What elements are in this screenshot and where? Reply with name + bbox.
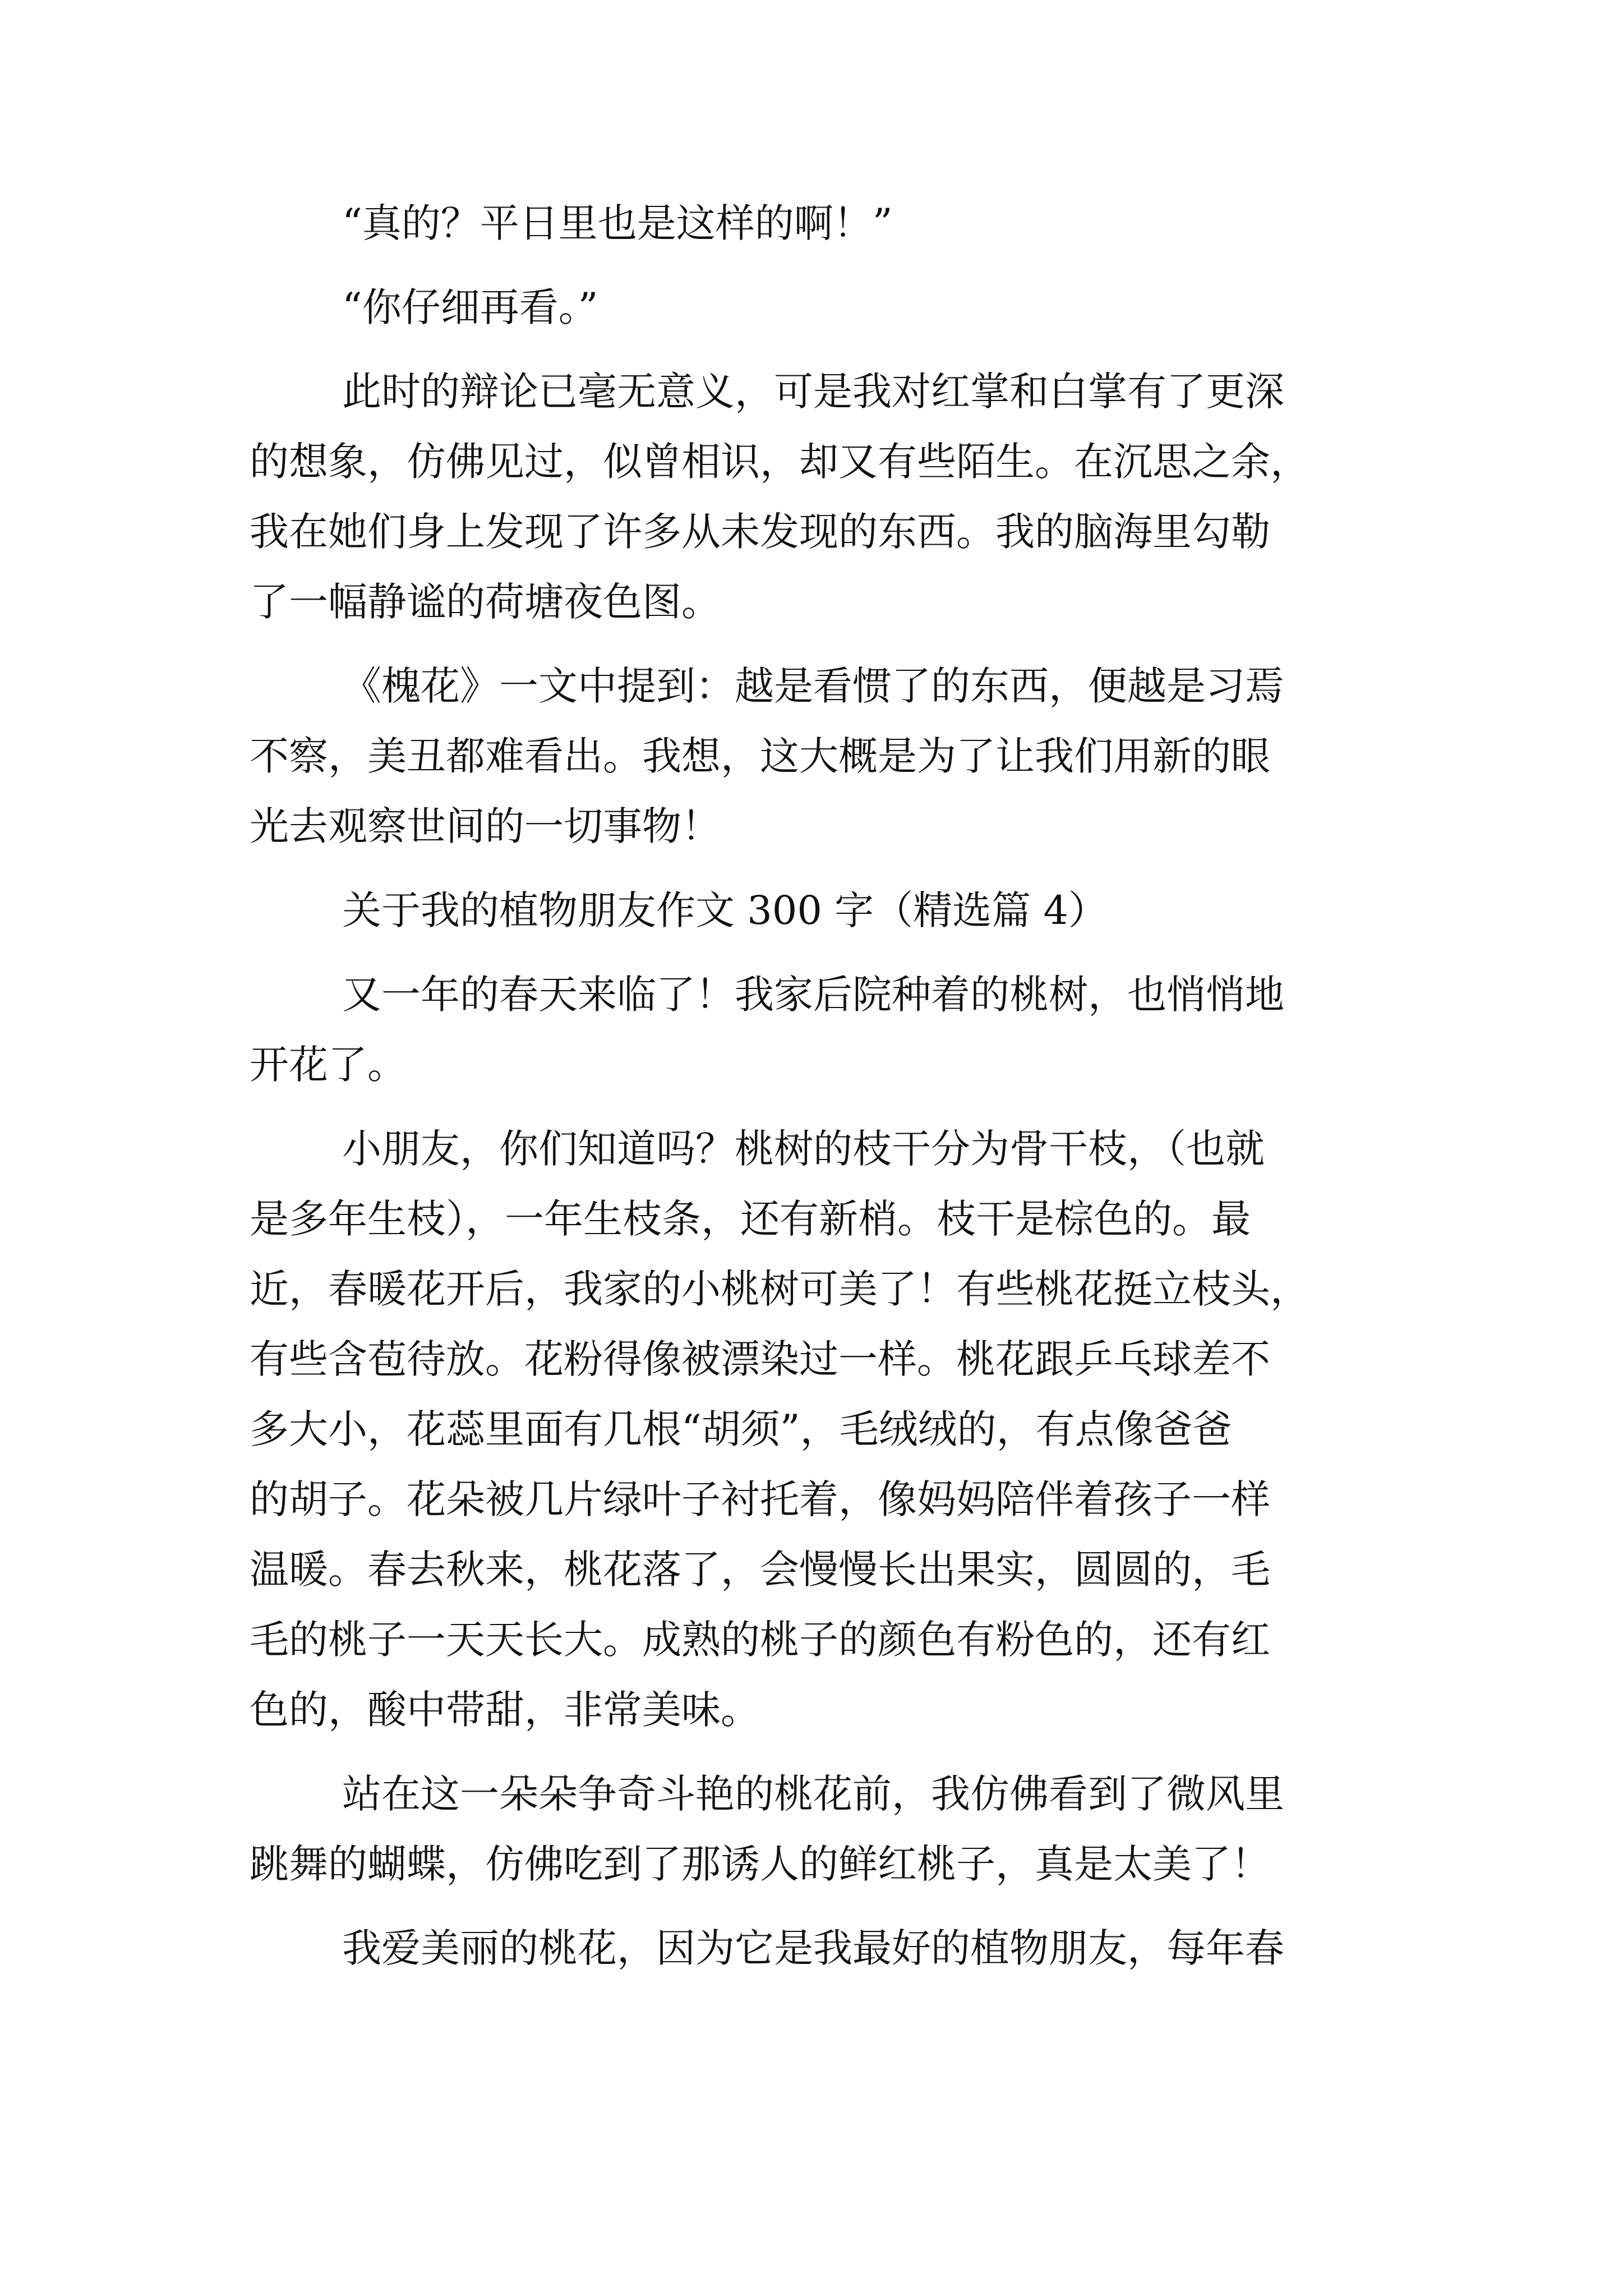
dialogue-line-2: “你仔细再看。”	[342, 284, 598, 330]
paragraph-line: 毛的桃子一天天长大。成熟的桃子的颜色有粉色的，还有红	[250, 1617, 1270, 1663]
paragraph-line: 我爱美丽的桃花，因为它是我最好的植物朋友，每年春	[342, 1925, 1284, 1971]
paragraph-line: 的胡子。花朵被几片绿叶子衬托着，像妈妈陪伴着孩子一样	[250, 1476, 1270, 1522]
paragraph-line: 开花了。	[250, 1042, 407, 1088]
paragraph-line: 的想象，仿佛见过，似曾相识，却又有些陌生。在沉思之余，	[250, 439, 1310, 485]
paragraph-line: 近，春暖花开后，我家的小桃树可美了！有些桃花挺立枝头，	[250, 1266, 1310, 1312]
paragraph-line: 此时的辩论已毫无意义，可是我对红掌和白掌有了更深	[342, 369, 1284, 415]
paragraph-line: 站在这一朵朵争奇斗艳的桃花前，我仿佛看到了微风里	[342, 1771, 1284, 1817]
paragraph-line: 《槐花》一文中提到：越是看惯了的东西，便越是习焉	[342, 663, 1284, 709]
paragraph-line: 多大小，花蕊里面有几根“胡须”，毛绒绒的，有点像爸爸	[250, 1406, 1232, 1452]
paragraph-line: 又一年的春天来临了！我家后院种着的桃树，也悄悄地	[342, 972, 1284, 1018]
paragraph-line: 了一幅静谧的荷塘夜色图。	[250, 579, 721, 625]
dialogue-line-1: “真的？平日里也是这样的啊！”	[342, 200, 893, 246]
paragraph-line: 光去观察世间的一切事物！	[250, 803, 721, 849]
paragraph-line: 不察，美丑都难看出。我想，这大概是为了让我们用新的眼	[250, 733, 1270, 779]
paragraph-line: 温暖。春去秋来，桃花落了，会慢慢长出果实，圆圆的，毛	[250, 1547, 1270, 1593]
paragraph-line: 有些含苞待放。花粉得像被漂染过一样。桃花跟乒乓球差不	[250, 1336, 1270, 1382]
paragraph-line: 小朋友，你们知道吗？桃树的枝干分为骨干枝，（也就	[342, 1126, 1265, 1172]
paragraph-line: 跳舞的蝴蝶，仿佛吃到了那诱人的鲜红桃子，真是太美了！	[250, 1841, 1270, 1887]
paragraph-line: 色的，酸中带甜，非常美味。	[250, 1687, 760, 1733]
paragraph-line: 我在她们身上发现了许多从未发现的东西。我的脑海里勾勒	[250, 509, 1270, 555]
section-heading: 关于我的植物朋友作文 300 字（精选篇 4）	[342, 887, 1108, 933]
paragraph-line: 是多年生枝），一年生枝条，还有新梢。枝干是棕色的。最	[250, 1196, 1251, 1242]
